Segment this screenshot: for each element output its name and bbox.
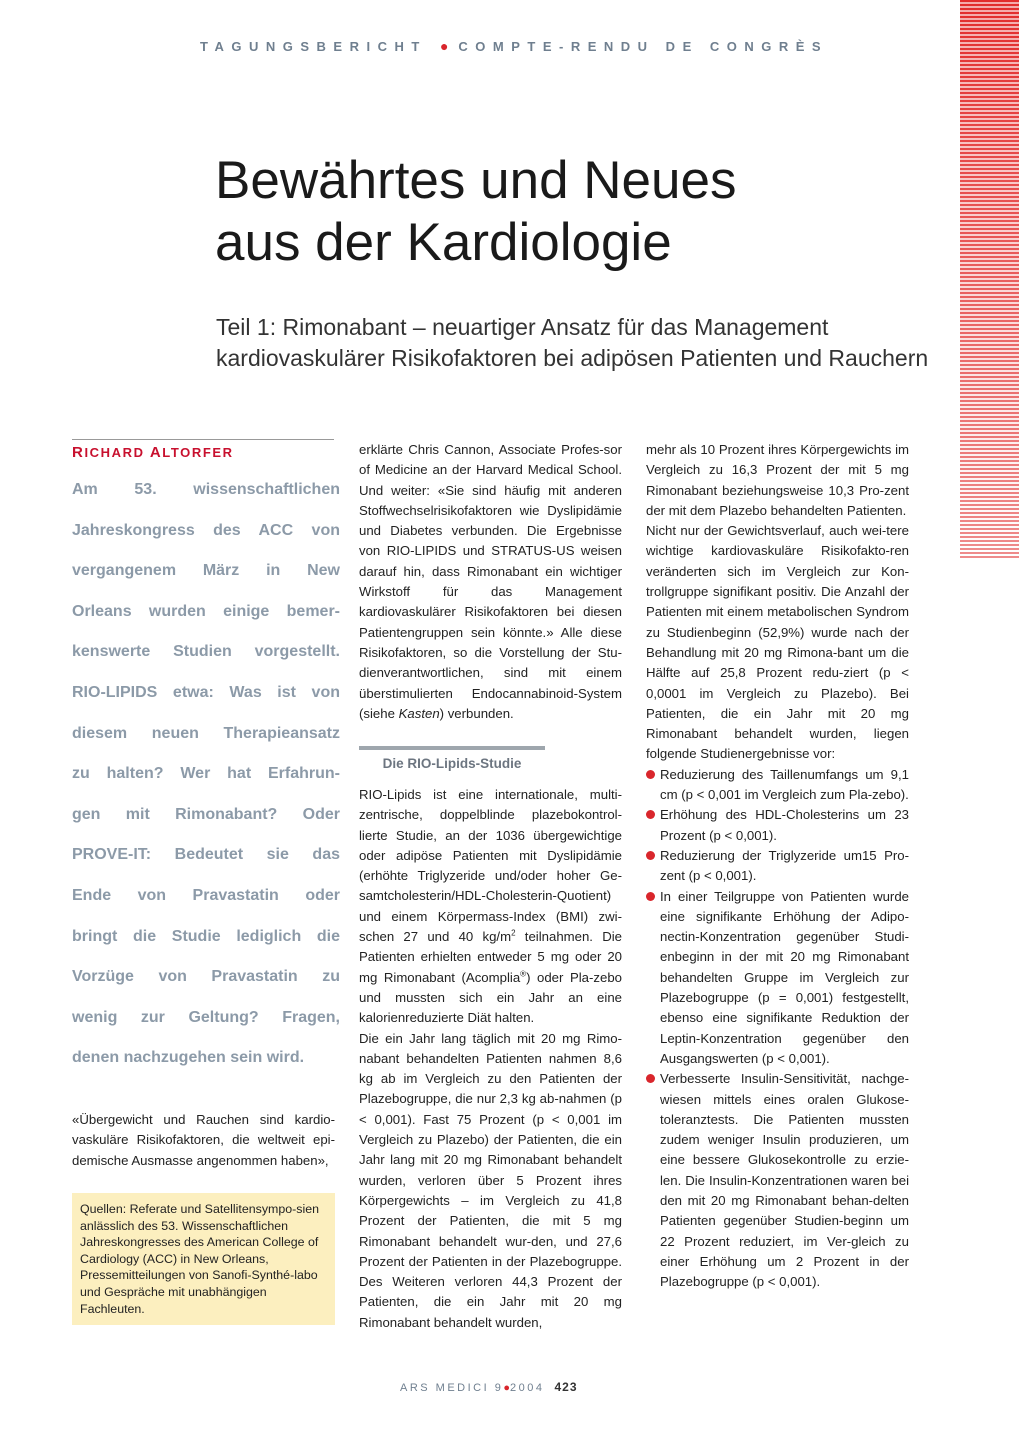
section-heading: Die RIO-Lipids-Studie [359,746,545,771]
quote-paragraph: «Übergewicht und Rauchen sind kardio-vaskuläre Risikofaktoren, die weltweit epi-demische Ausmasse angenommen haben», [72,1112,335,1168]
results-list [646,765,909,1293]
intro-paragraph: erklärte Chris Cannon, Associate Profes-sor of Medicine an der Harvard Medical School. Und weiter: «Sie sind häufig mit anderen Stoffwechselrisikofaktoren wie Dyslipidämie und Diabetes verbunden. Die Ergebnisse von RIO-LIPIDS und STRATUS-US weisen darauf hin, dass Rimonabant ein wichtiger Wirkstoff für das Management kardiovaskulärer Risikofaktoren bei diesen Patientengruppen sein könnte.» Alle diese Risikofaktoren, so die Vorstellung der Stu-dienverantwortlichen, sind mit einem überstimulierten Endocannabinoid-System (siehe Kasten) verbunden. [359,442,622,721]
title-line-2: aus der Kardiologie [215,213,672,272]
list-item: Reduzierung des Taillenumfangs um 9,1 cm (p < 0,001 im Vergleich zum Pla-zebo). [646,765,909,806]
col3-paragraph-2: Nicht nur der Gewichtsverlauf, auch wei-tere wichtige kardiovaskuläre Risikofakto-ren veränderten sich im Vergleich zur Kon-trollgruppe signifikant positiv. Die Anzahl der Patienten mit einem metabolischen Syndrom zu Studienbeginn (52,9%) wurde nach der Behandlung mit 20 mg Rimona-bant um die Hälfte auf 25,8 Prozent redu-ziert (p < 0,0001 im Vergleich zu Plazebo). Bei Patienten, die ein Jahr mit 20 mg Rimonabant behandelt wurden, liegen folgende Studienergebnisse vor: [646,523,909,762]
study-paragraph-2: Die ein Jahr lang täglich mit 20 mg Rimo-nabant behandelten Patienten nahmen 8,6 kg ab im Vergleich zu den Patienten der Plazebogruppe, die nur 2,3 kg ab-nahmen (p < 0,001). Fast 75 Prozent (p < 0,001 im Vergleich zu Plazebo) der Patienten, die ein Jahr lang mit 20 mg Rimonabant behandelt wurden, verloren über 5 Prozent ihres Körpergewichts – im Vergleich zu 41,8 Prozent der Patienten, die mit 5 mg Rimonabant behandelt wur-den, und 27,6 Prozent der Patienten in der Plazebogruppe. Des Weiteren verloren 44,3 Prozent der Patienten, die ein Jahr mit 20 mg Rimonabant behandelt wurden, [359,1030,622,1330]
column-2-study [359,785,622,1333]
lead-line: gen mit Rimonabant? Oder [72,805,340,823]
lead-line: RIO-LIPIDS etwa: Was ist von [72,683,340,701]
lead-line: Vorzüge von Pravastatin zu [72,968,340,986]
journal-year: 2004 [510,1382,545,1394]
lead-line: wenig zur Geltung? Fragen, [72,1008,340,1026]
header-bullet-icon: ● [439,38,449,54]
col3-paragraph-1: mehr als 10 Prozent ihres Körpergewichts im Vergleich zu 16,3 Prozent der mit 5 mg Rimonabant beziehungsweise 10,3 Pro-zent der mit dem Plazebo behandelten Patienten. [646,442,909,518]
article-title [215,150,935,274]
lead-line: Ende von Pravastatin oder [72,886,340,904]
lead-line: vergangenem März in New [72,562,340,580]
lead-line: PROVE-IT: Bedeutet sie das [72,846,340,864]
article-subtitle: Teil 1: Rimonabant – neuartiger Ansatz für das Management kardiovaskulärer Risikofaktoren bei adipösen Patienten und Rauchern [216,314,929,371]
sources-box: Quellen: Referate und Satellitensympo-sien anlässlich des 53. Wissenschaftlichen Jahreskongresses des American College of Cardiology (ACC) in New Orleans, Pressemitteilungen von Sanofi-Synthé-labo und Gespräche mit unabhängigen Fachleuten. [72,1193,335,1325]
running-header [200,38,910,54]
lead-line: denen nachzugehen sein wird. [72,1049,305,1067]
lead-line: zu halten? Wer hat Erfahrun- [72,765,340,783]
title-line-1: Bewährtes und Neues [215,151,737,210]
list-item: In einer Teilgruppe von Patienten wurde eine signifikante Erhöhung der Adipo-nectin-Konzentration gegenüber Studi-enbeginn in der mit 20 mg Rimonabant behandelten Gruppe im Vergleich zur Plazebogruppe (p = 0,001) festgestellt, ebenso eine signifikante Reduktion der Leptin-Konzentration gegenüber den Ausgangswerten (p < 0,001). [646,887,909,1070]
lead-line: kenswerte Studien vorgestellt. [72,643,340,661]
lead-line: Jahreskongress des ACC von [72,521,340,539]
lead-line: Orleans wurden einige bemer- [72,602,340,620]
author-name: RICHARD ALTORFER [72,439,334,461]
list-item: Reduzierung der Triglyzeride um15 Pro-zent (p < 0,001). [646,846,909,887]
header-right: COMPTE-RENDU DE CONGRÈS [458,39,829,54]
lead-paragraph [72,470,340,1079]
list-item: Verbesserte Insulin-Sensitivität, nachge-wiesen mittels eines oralen Glukose-toleranztests. Die Patienten mussten zudem weniger Insulin produzieren, um eine bessere Glukosekontrolle zu erzie-len. Die Insulin-Konzentrationen waren bei den mit 20 mg Rimonabant behan-delten Patienten gegenüber Studien-beginn um 22 Prozent reduziert, im Ver-gleich zu einer Erhöhung um 2 Prozent in der Plazebogruppe (p < 0,001). [646,1069,909,1292]
journal-name: ARS MEDICI 9 [400,1382,504,1394]
study-paragraph-1: RIO-Lipids ist eine internationale, multi-zentrische, doppelblinde plazebokontrol-lierte Studie, an der 1036 übergewichtige oder adipöse Patienten mit Dyslipidämie (erhöhte Triglyzeride und/oder hoher Ge-samtcholesterin/HDL-Cholesterin-Quotient) und einem Körpermass-Index (BMI) zwi-schen 27 und 40 $kg/m^2$ teilnahmen. Die Patienten erhielten entweder 5 mg oder 20 mg Rimonabant (Acomplia®) oder Pla-zebo und mussten sich ein Jahr an eine kalorienreduzierte Diät halten. [359,787,623,1026]
lead-line: bringt die Studie lediglich die [72,927,340,945]
lead-line: Am 53. wissenschaftlichen [72,481,340,498]
lead-line: diesem neuen Therapieansatz [72,724,340,742]
column-2-intro [359,440,622,724]
decorative-red-stripe-bar [960,0,1019,560]
page-footer [400,1380,578,1394]
column-3 [646,440,909,1292]
list-item: Erhöhung des HDL-Cholesterins um 23 Prozent (p < 0,001). [646,805,909,846]
footer-bullet-icon: ● [503,1382,511,1394]
page-number: 423 [554,1380,578,1394]
header-left: TAGUNGSBERICHT [200,39,427,54]
